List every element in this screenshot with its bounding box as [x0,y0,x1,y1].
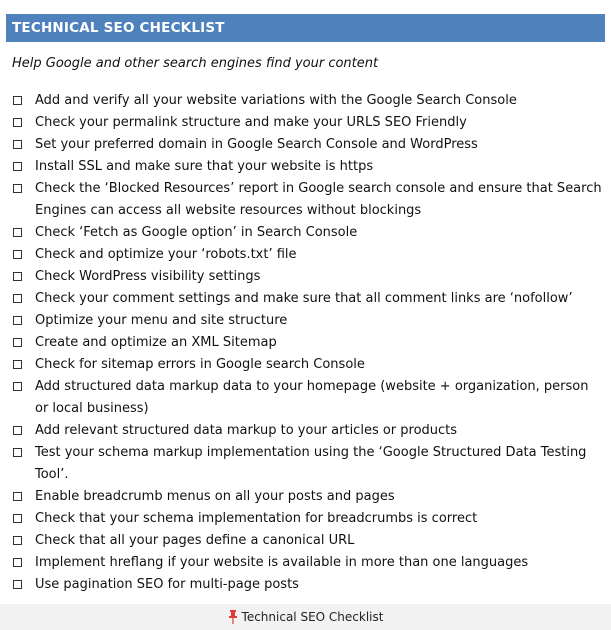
checklist-item-text: Use pagination SEO for multi-page posts [35,577,299,592]
checklist-item [12,178,602,222]
checkbox[interactable] [13,580,22,589]
checklist-item [12,288,602,310]
checklist-item-text: Check your comment settings and make sure that all comment links are ‘nofollow’ [35,291,573,306]
checklist-item [12,442,602,486]
checklist-item-text: Check and optimize your ‘robots.txt’ file [35,247,297,262]
checklist-item-text: Implement hreflang if your website is available in more than one languages [35,555,529,570]
checklist-item [12,134,602,156]
checklist-item [12,90,602,112]
checklist-item [12,530,602,552]
checkbox[interactable] [13,162,22,171]
checkbox[interactable] [13,426,22,435]
checkbox[interactable] [13,184,22,193]
checklist-item [12,376,602,420]
checklist-item-text: Test your schema markup implementation using the ‘Google Structured Data Testing Tool’. [35,445,587,482]
checklist-item [12,266,602,288]
checklist-item [12,112,602,134]
checklist-item [12,222,602,244]
checklist-item-text: Check your permalink structure and make your URLS SEO Friendly [35,115,467,130]
checkbox[interactable] [13,338,22,347]
checkbox[interactable] [13,272,22,281]
checklist-item-text: Install SSL and make sure that your website is https [35,159,374,174]
checklist-item-text: Check that all your pages define a canonical URL [35,533,355,548]
checklist-item [12,244,602,266]
checklist [12,90,602,596]
checkbox[interactable] [13,492,22,501]
checklist-item-text: Add structured data markup data to your homepage (website + organization, person or local business) [35,379,589,416]
checklist-item-text: Create and optimize an XML Sitemap [35,335,277,350]
checklist-item-text: Add and verify all your website variations with the Google Search Console [35,93,517,108]
checklist-item [12,552,602,574]
checklist-item [12,332,602,354]
checklist-item-text: Add relevant structured data markup to your articles or products [35,423,458,438]
checklist-item [12,420,602,442]
checklist-item [12,574,602,596]
checkbox[interactable] [13,558,22,567]
checklist-subtitle: Help Google and other search engines find your content [12,56,379,71]
checklist-item [12,486,602,508]
checkbox[interactable] [13,140,22,149]
checkbox[interactable] [13,536,22,545]
checklist-item [12,156,602,178]
checklist-item [12,310,602,332]
checkbox[interactable] [13,228,22,237]
checkbox[interactable] [13,382,22,391]
caption-text: Technical SEO Checklist [241,610,384,624]
checklist-item [12,354,602,376]
checkbox[interactable] [13,250,22,259]
checklist-item-text: Enable breadcrumb menus on all your posts and pages [35,489,395,504]
checkbox[interactable] [13,360,22,369]
pushpin-icon [228,610,238,624]
image-caption [0,604,611,630]
checkbox[interactable] [13,514,22,523]
checklist-item [12,508,602,530]
checkbox[interactable] [13,316,22,325]
checkbox[interactable] [13,294,22,303]
checkbox[interactable] [13,448,22,457]
checklist-item-text: Set your preferred domain in Google Search Console and WordPress [35,137,478,152]
checklist-title: TECHNICAL SEO CHECKLIST [12,20,225,36]
checklist-item-text: Check ‘Fetch as Google option’ in Search Console [35,225,358,240]
checkbox[interactable] [13,118,22,127]
checklist-item-text: Check WordPress visibility settings [35,269,261,284]
checklist-header [6,14,605,42]
checklist-item-text: Check for sitemap errors in Google search Console [35,357,365,372]
checklist-item-text: Optimize your menu and site structure [35,313,288,328]
checkbox[interactable] [13,96,22,105]
checklist-item-text: Check the ‘Blocked Resources’ report in Google search console and ensure that Search Engines can access all website resources without blockings [35,181,602,218]
checklist-item-text: Check that your schema implementation for breadcrumbs is correct [35,511,478,526]
